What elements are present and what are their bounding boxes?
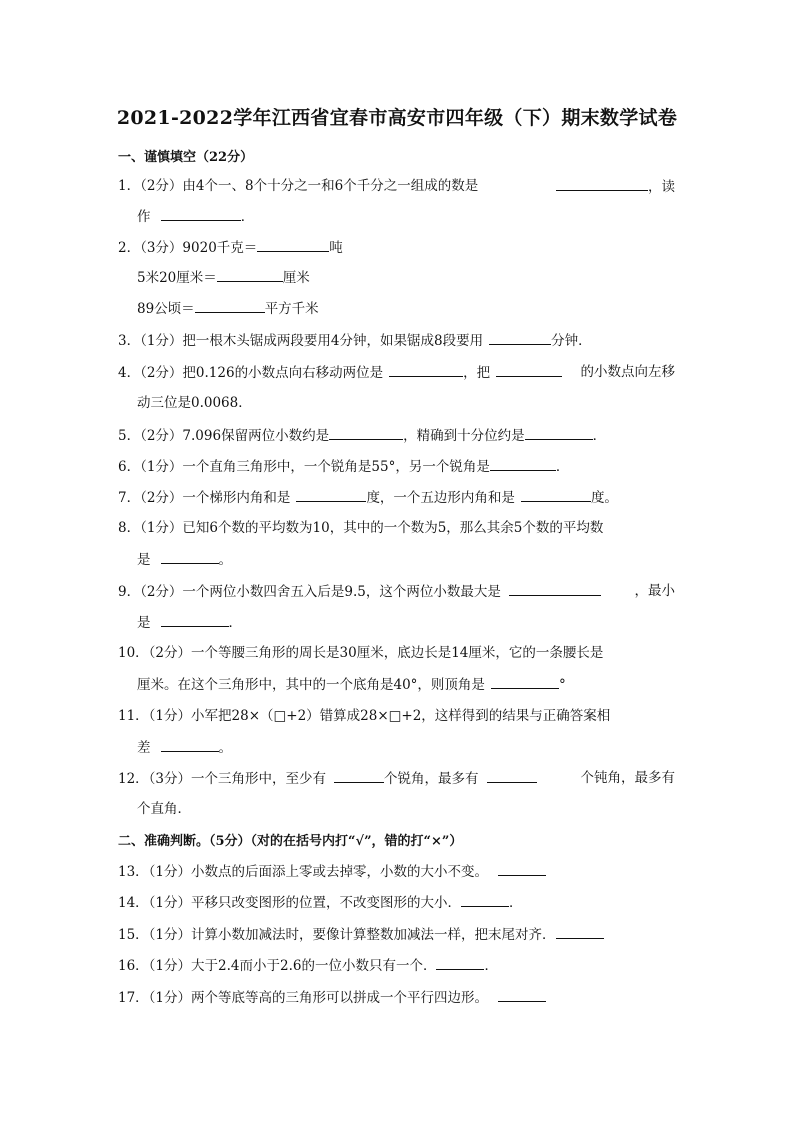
question-10: [118, 643, 675, 663]
answer-blank[interactable]: [389, 362, 463, 377]
question-3-text: 3．（1分）把一根木头锯成两段要用4分钟，如果锯成8段要用: [118, 333, 484, 349]
answer-blank[interactable]: [195, 298, 265, 313]
question-8-text: 8．（1分）已知6个数的平均数为10，其中的一个数为5，那么其余5个数的平均数: [118, 520, 604, 536]
question-7: [118, 487, 618, 508]
question-8: [118, 518, 675, 538]
question-4-text-c: 的小数点向左移: [580, 364, 675, 380]
question-5-text-b: ，精确到十分位约是: [403, 428, 525, 444]
question-8-text-b: 是: [137, 552, 151, 568]
answer-blank[interactable]: [487, 768, 537, 783]
question-11-text: 11．（1分）小军把28×（□+2）错算成28×□+2，这样得到的结果与正确答案相: [118, 708, 611, 724]
question-16-text: 16．（1分）大于2.4而小于2.6的一位小数只有一个．: [118, 958, 437, 974]
question-7-text-c: 度。: [590, 490, 618, 506]
section-heading-judge: 二、准确判断。（5分）（对的在括号内打“√”，错的打“×”）: [118, 834, 463, 849]
question-12-text-d: 个直角．: [137, 801, 191, 817]
question-9-text: 9．（2分）一个两位小数四舍五入后是9.5，这个两位小数最大是: [118, 584, 501, 600]
question-11-cont: [137, 737, 232, 758]
question-8-cont: [137, 549, 232, 570]
question-3: [118, 330, 592, 351]
question-2-text-c: 5米20厘米＝: [137, 270, 217, 286]
question-7-text: 7．（2分）一个梯形内角和是: [118, 490, 291, 506]
question-12-text-b: 个锐角，最多有: [384, 771, 479, 787]
question-4: [118, 362, 675, 383]
question-4-text-d: 动三位是0.0068．: [137, 395, 252, 411]
question-12-text-c: 个钝角，最多有: [580, 770, 675, 786]
answer-blank[interactable]: [525, 425, 593, 440]
question-5-text: 5．（2分）7.096保留两位小数约是: [118, 428, 330, 444]
question-7-text-b: 度，一个五边形内角和是: [366, 490, 515, 506]
question-2-unit-b: 吨: [329, 240, 343, 256]
answer-blank[interactable]: [498, 861, 546, 876]
question-14: [118, 892, 523, 913]
answer-blank[interactable]: [498, 987, 546, 1002]
answer-blank[interactable]: [217, 267, 283, 282]
question-10-text-c: °: [558, 677, 566, 693]
answer-blank[interactable]: [490, 456, 556, 471]
question-1-text-d: ．: [240, 209, 255, 225]
question-6-text-b: ．: [555, 459, 570, 475]
question-1-text: 1．（2分）由4个一、8个十分之一和6个千分之一组成的数是: [118, 178, 479, 194]
question-13-text: 13．（1分）小数点的后面添上零或去掉零，小数的大小不变。: [118, 864, 489, 880]
answer-blank[interactable]: [161, 206, 241, 221]
question-15: [118, 924, 604, 945]
answer-blank[interactable]: [509, 581, 601, 596]
question-2-text-e: 89公顷＝: [137, 301, 195, 317]
question-1-cont: [137, 206, 254, 227]
question-2: [118, 237, 343, 258]
question-2-unit-d: 厘米: [282, 270, 310, 286]
answer-blank[interactable]: [521, 487, 591, 502]
question-12: [118, 768, 675, 789]
question-6: [118, 456, 569, 477]
question-8-text-c: 。: [218, 552, 232, 568]
answer-blank[interactable]: [556, 924, 604, 939]
question-17-text: 17．（1分）两个等底等高的三角形可以拼成一个平行四边形。: [118, 990, 489, 1006]
answer-blank[interactable]: [489, 330, 551, 345]
question-4-text-b: ，把: [463, 365, 491, 381]
question-10-text-b: 厘米。在这个三角形中，其中的一个底角是40°，则顶角是: [137, 677, 485, 693]
question-9-text-d: ．: [228, 615, 242, 631]
question-12-text: 12．（3分）一个三角形中，至少有: [118, 771, 327, 787]
question-2-line2: [137, 267, 310, 288]
question-5: [118, 425, 606, 446]
question-2-unit-f: 平方千米: [264, 301, 319, 317]
question-15-text: 15．（1分）计算小数加减法时，要像计算整数加减法一样，把末尾对齐．: [118, 927, 556, 943]
question-13: [118, 861, 546, 882]
answer-blank[interactable]: [461, 892, 509, 907]
question-10-cont: [137, 674, 566, 695]
question-10-text: 10．（2分）一个等腰三角形的周长是30厘米，底边长是14厘米，它的一条腰长是: [118, 645, 604, 661]
question-14-text: 14．（1分）平移只改变图形的位置，不改变图形的大小．: [118, 895, 462, 911]
question-11-text-b: 差: [137, 740, 151, 756]
question-17: [118, 987, 546, 1008]
answer-blank[interactable]: [296, 487, 366, 502]
question-16-text-b: ．: [484, 958, 498, 974]
question-1: [118, 176, 675, 197]
question-6-text: 6．（1分）一个直角三角形中，一个锐角是55°，另一个锐角是: [118, 459, 490, 475]
question-9-text-b: ，最小: [634, 583, 675, 599]
question-1-text-c: 作: [137, 209, 151, 225]
answer-blank[interactable]: [161, 549, 219, 564]
question-2-line3: [137, 298, 319, 319]
question-4-text: 4．（2分）把0.126的小数点向右移动两位是: [118, 365, 384, 381]
question-9: [118, 581, 675, 602]
question-11-text-c: 。: [218, 740, 232, 756]
answer-blank[interactable]: [556, 176, 648, 191]
question-16: [118, 955, 498, 976]
question-9-cont: [137, 612, 242, 633]
question-11: [118, 706, 675, 726]
question-4-cont: [137, 393, 252, 413]
answer-blank[interactable]: [491, 674, 559, 689]
question-12-cont: [137, 799, 191, 819]
answer-blank[interactable]: [257, 237, 329, 252]
question-3-text-b: 分钟．: [551, 333, 592, 349]
section-heading-fill-blank: 一、谨慎填空（22分）: [118, 150, 254, 165]
question-9-text-c: 是: [137, 615, 151, 631]
question-14-text-b: ．: [509, 895, 523, 911]
answer-blank[interactable]: [161, 612, 229, 627]
question-1-text-b: ，读: [648, 179, 675, 195]
question-2-text: 2．（3分）9020千克＝: [118, 240, 258, 256]
answer-blank[interactable]: [161, 737, 219, 752]
page-title: 2021-2022学年江西省宜春市高安市四年级（下）期末数学试卷: [116, 107, 678, 129]
answer-blank[interactable]: [436, 955, 484, 970]
answer-blank[interactable]: [334, 768, 384, 783]
answer-blank[interactable]: [329, 425, 403, 440]
answer-blank[interactable]: [496, 362, 562, 377]
question-5-text-c: ．: [592, 428, 607, 444]
